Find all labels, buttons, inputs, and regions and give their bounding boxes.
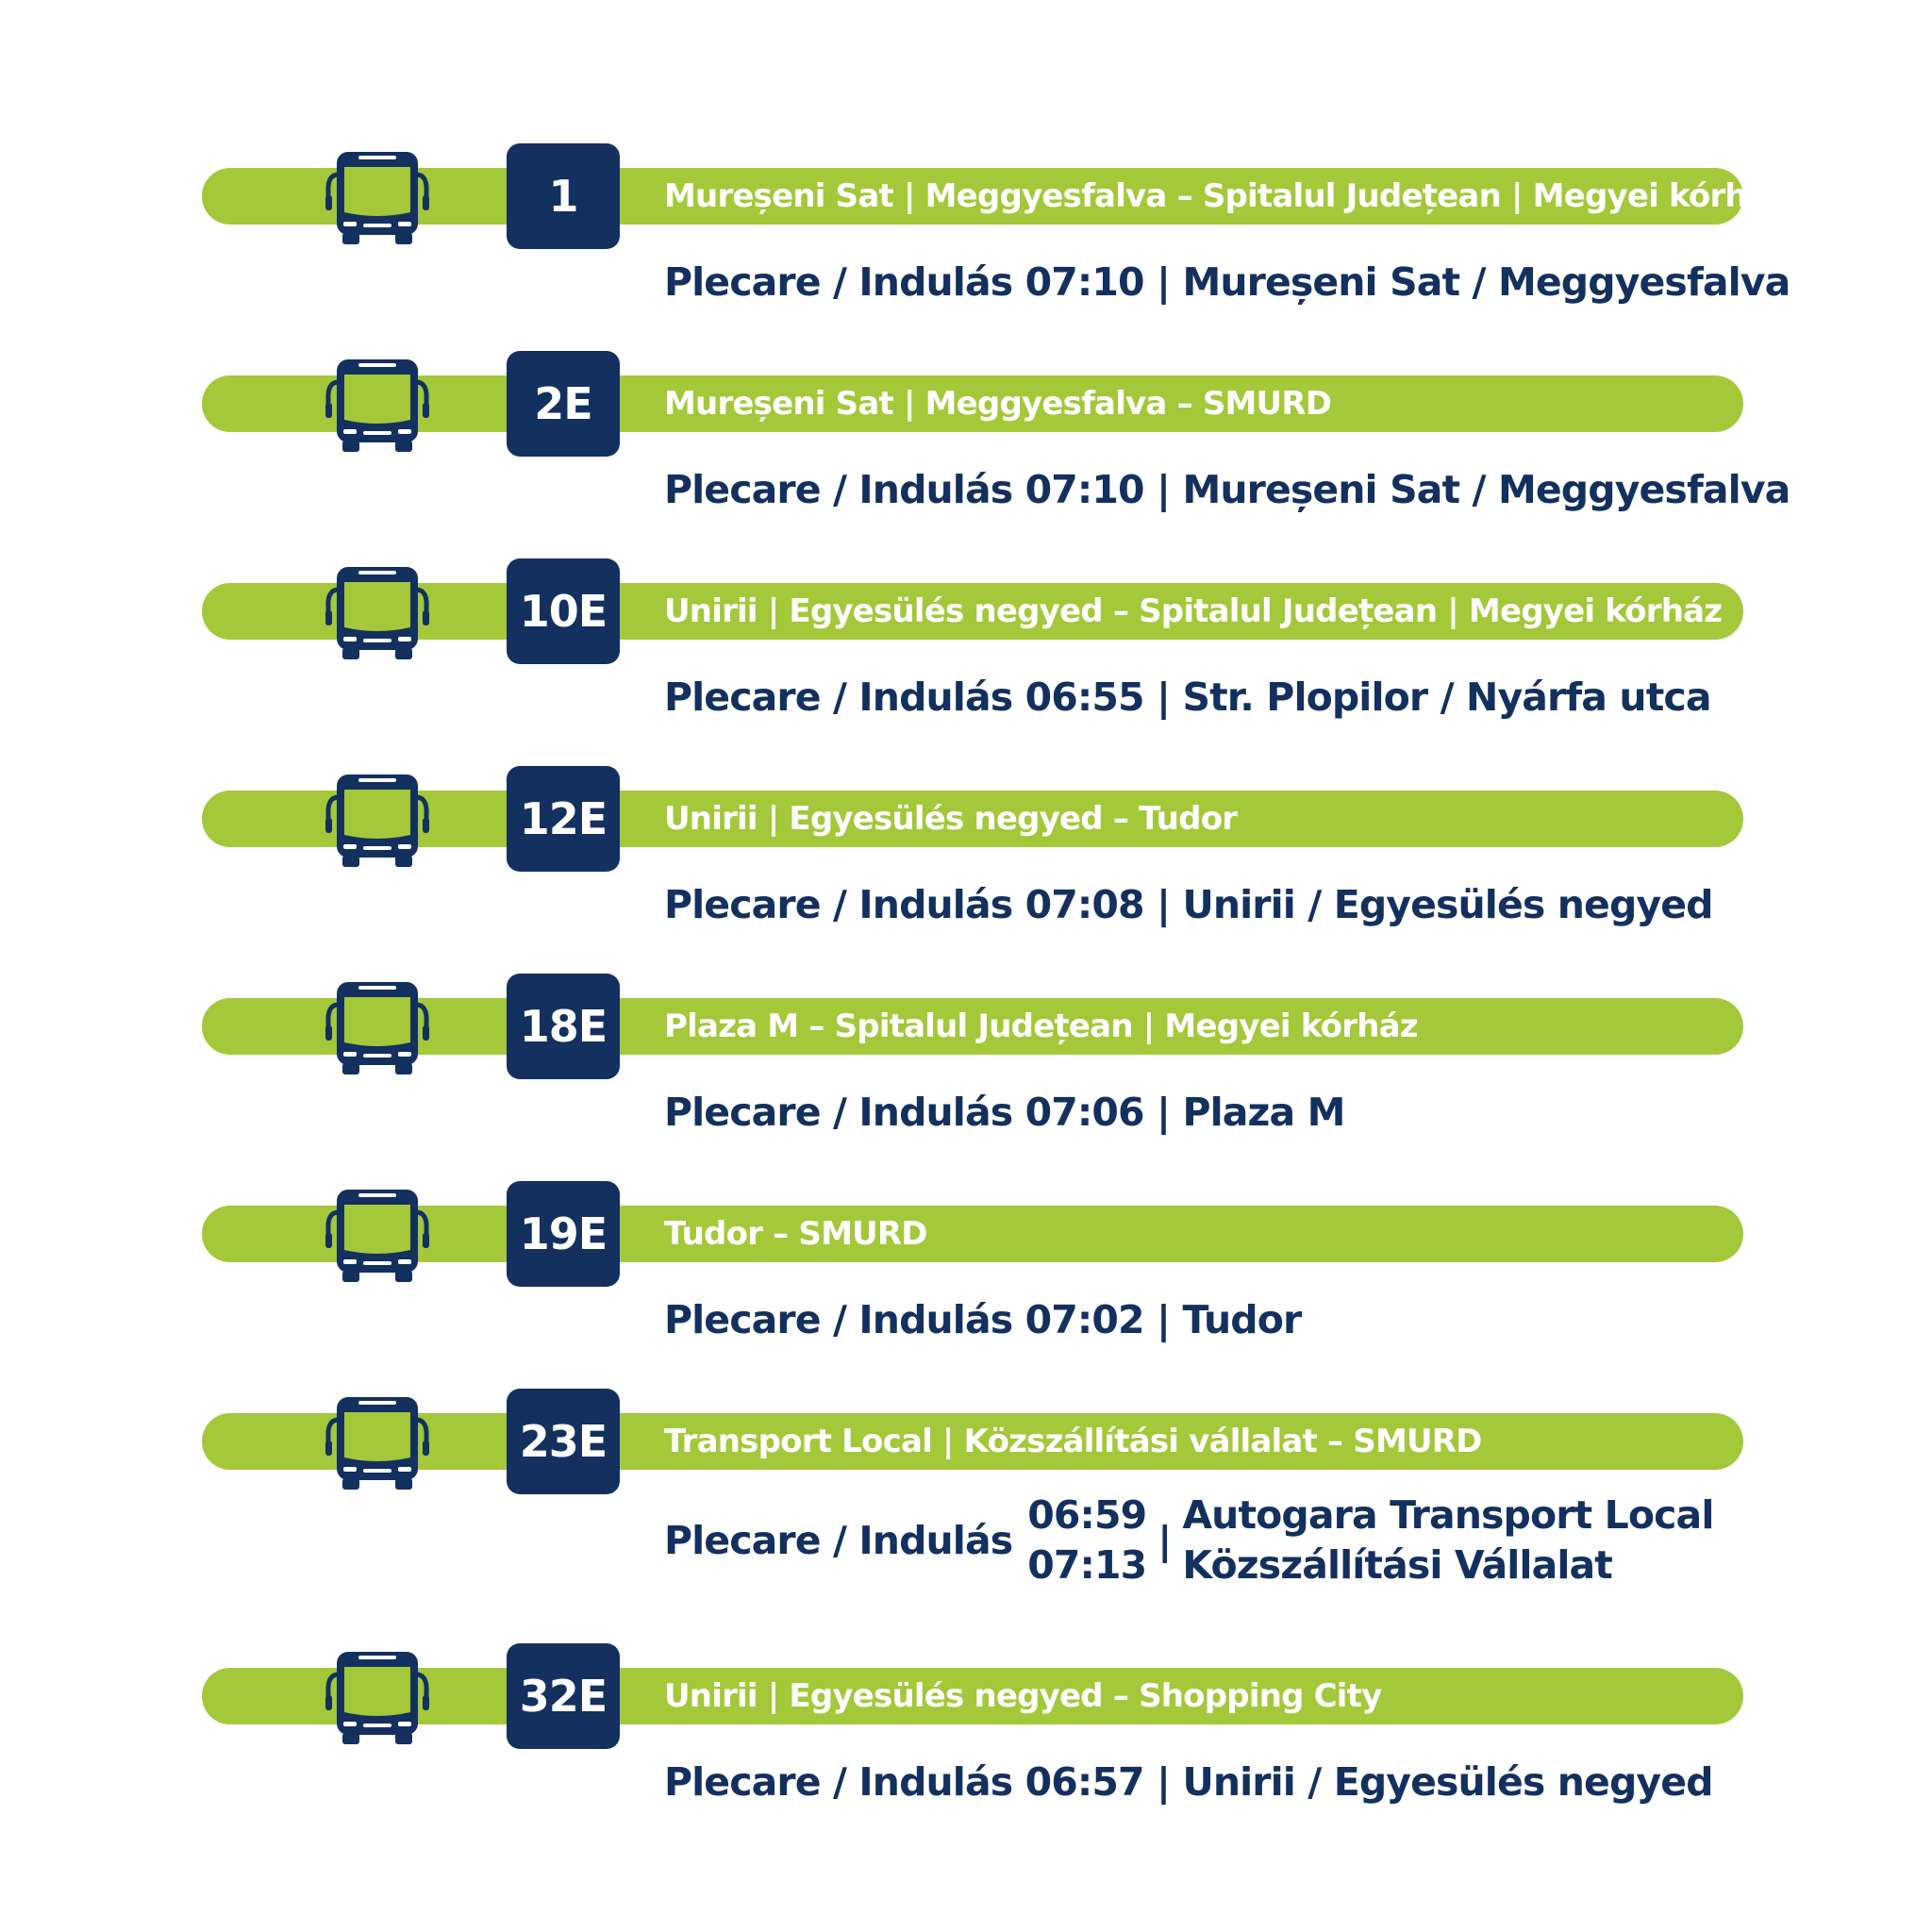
route-row	[0, 974, 1932, 1162]
departure-info: Plecare / Indulás 07:10 | Mureșeni Sat / Meggyesfalva	[664, 259, 1790, 305]
departure-separator: |	[1158, 1518, 1172, 1563]
route-name: Unirii | Egyesülés negyed – Shopping City	[664, 1677, 1382, 1715]
route-row	[0, 1389, 1932, 1588]
route-number-badge: 18E	[507, 974, 620, 1079]
route-row	[0, 143, 1932, 332]
departure-info: Plecare / Indulás 07:08 | Unirii / Egyesülés negyed	[664, 882, 1713, 927]
departure-places	[1182, 1491, 1713, 1591]
route-name: Tudor – SMURD	[664, 1215, 927, 1253]
route-number-badge: 19E	[507, 1181, 620, 1287]
route-number-badge: 12E	[507, 766, 620, 872]
route-row	[0, 1643, 1932, 1832]
route-name: Mureșeni Sat | Meggyesfalva – SMURD	[664, 385, 1332, 423]
departure-info: Plecare / Indulás 07:02 | Tudor	[664, 1297, 1302, 1342]
route-number-badge: 23E	[507, 1389, 620, 1494]
route-name: Plaza M – Spitalul Județean | Megyei kórház	[664, 1008, 1418, 1045]
route-name: Mureșeni Sat | Meggyesfalva – Spitalul Județean | Megyei kórház	[664, 177, 1786, 215]
route-name: Transport Local | Közszállítási vállalat – SMURD	[664, 1423, 1482, 1460]
departure-place: Autogara Transport Local	[1182, 1492, 1714, 1538]
departure-place: Közszállítási Vállalat	[1182, 1542, 1612, 1588]
route-number-badge: 2E	[507, 351, 620, 457]
departure-label: Plecare / Indulás	[664, 1518, 1013, 1563]
departure-info	[664, 1489, 1713, 1592]
route-row	[0, 558, 1932, 747]
departure-info: Plecare / Indulás 06:57 | Unirii / Egyesülés negyed	[664, 1759, 1713, 1805]
departure-info: Plecare / Indulás 07:10 | Mureșeni Sat / Meggyesfalva	[664, 467, 1790, 512]
route-row	[0, 351, 1932, 540]
departure-time: 06:59	[1027, 1492, 1147, 1538]
route-row	[0, 766, 1932, 955]
route-number-badge: 32E	[507, 1643, 620, 1749]
departure-time: 07:13	[1027, 1542, 1147, 1588]
route-number-badge: 10E	[507, 558, 620, 664]
departure-times	[1027, 1491, 1146, 1591]
route-name: Unirii | Egyesülés negyed – Spitalul Județean | Megyei kórház	[664, 592, 1723, 630]
route-row	[0, 1181, 1932, 1370]
route-name: Unirii | Egyesülés negyed – Tudor	[664, 800, 1238, 838]
route-bar	[202, 1206, 1743, 1262]
departure-info: Plecare / Indulás 06:55 | Str. Plopilor / Nyárfa utca	[664, 675, 1711, 720]
route-number-badge: 1	[507, 143, 620, 249]
departure-info: Plecare / Indulás 07:06 | Plaza M	[664, 1090, 1345, 1135]
